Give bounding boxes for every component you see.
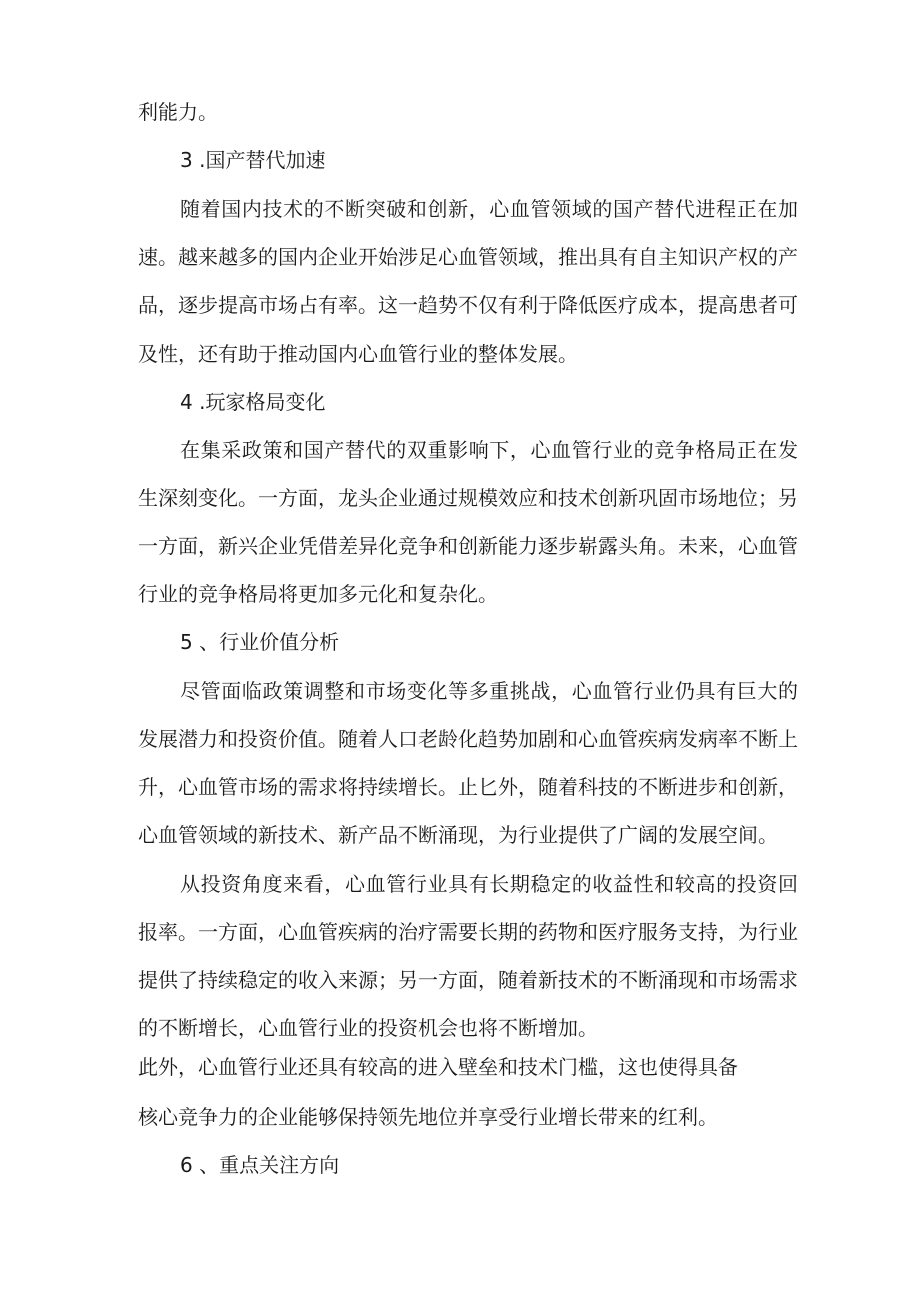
paragraph-line: 行业的竞争格局将更加多元化和复杂化。 — [138, 582, 498, 606]
section-heading: 4 .玩家格局变化 — [180, 390, 326, 414]
paragraph-line: 在集采政策和国产替代的双重影响下，心血管行业的竞争格局正在发 — [180, 438, 798, 462]
paragraph-line: 此外，心血管行业还具有较高的进入壁垒和技术门槛，这也使得具备 — [138, 1055, 738, 1079]
section-heading: 5 、行业价值分析 — [180, 630, 340, 654]
paragraph-line: 提供了持续稳定的收入来源；另一方面，随着新技术的不断涌现和市场需求 — [138, 968, 798, 992]
section-heading: 3 .国产替代加速 — [180, 148, 326, 172]
paragraph-line: 一方面，新兴企业凭借差异化竞争和创新能力逐步崭露头角。未来，心血管 — [138, 534, 798, 558]
paragraph-line: 发展潜力和投资价值。随着人口老龄化趋势加剧和心血管疾病发病率不断上 — [138, 727, 798, 751]
paragraph-line: 随着国内技术的不断突破和创新，心血管领域的国产替代进程正在加 — [180, 197, 798, 221]
paragraph-line: 的不断增长，心血管行业的投资机会也将不断增加。 — [138, 1016, 598, 1040]
paragraph-line: 利能力。 — [138, 100, 218, 124]
section-heading: 6 、重点关注方向 — [180, 1153, 340, 1177]
paragraph-line: 核心竞争力的企业能够保持领先地位并享受行业增长带来的红利。 — [138, 1105, 718, 1129]
paragraph-line: 升，心血管市场的需求将持续增长。止匕外，随着科技的不断进步和创新， — [138, 775, 798, 799]
paragraph-line: 速。越来越多的国内企业开始涉足心血管领域，推出具有自主知识产权的产 — [138, 245, 798, 269]
paragraph-line: 心血管领域的新技术、新产品不断涌现，为行业提供了广阔的发展空间。 — [138, 823, 778, 847]
paragraph-line: 报率。一方面，心血管疾病的治疗需要长期的药物和医疗服务支持，为行业 — [138, 920, 798, 944]
paragraph-line: 尽管面临政策调整和市场变化等多重挑战，心血管行业仍具有巨大的 — [180, 679, 798, 703]
paragraph-line: 从投资角度来看，心血管行业具有长期稳定的收益性和较高的投资回 — [180, 872, 798, 896]
paragraph-line: 生深刻变化。一方面，龙头企业通过规模效应和技术创新巩固市场地位；另 — [138, 486, 798, 510]
paragraph-line: 及性，还有助于推动国内心血管行业的整体发展。 — [138, 342, 578, 366]
paragraph-line: 品，逐步提高市场占有率。这一趋势不仅有利于降低医疗成本，提高患者可 — [138, 293, 798, 317]
